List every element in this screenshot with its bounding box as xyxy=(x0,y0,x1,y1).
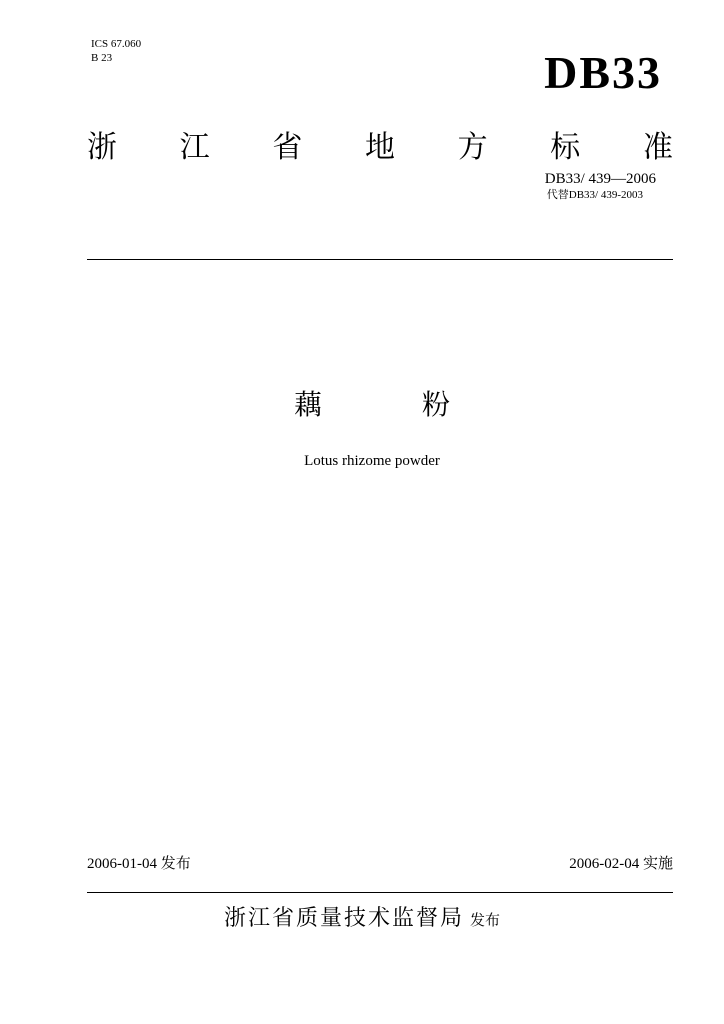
ccs-code: B 23 xyxy=(91,52,113,64)
standard-type-char: 省 xyxy=(272,130,303,165)
title-char: 粉 xyxy=(421,388,450,421)
implement-date: 2006-02-04 实施 xyxy=(569,856,673,872)
standard-type-char: 浙 xyxy=(87,130,117,165)
standard-type-char: 准 xyxy=(642,130,673,165)
standard-type-char: 方 xyxy=(457,130,488,165)
issuer-name: 浙江省质量技术监督局 xyxy=(223,906,464,931)
standard-type-char: 江 xyxy=(179,130,210,165)
publish-date: 2006-01-04 发布 xyxy=(87,856,191,872)
db-logo: DB33 xyxy=(544,47,662,98)
classification-codes xyxy=(91,37,141,65)
issuer-line xyxy=(0,903,724,936)
document-title-cn xyxy=(260,385,470,425)
standard-type-char: 标 xyxy=(550,130,581,165)
standard-number: DB33/ 439—2006 xyxy=(544,171,656,187)
bottom-divider xyxy=(87,892,673,893)
ics-code: ICS 67.060 xyxy=(91,38,142,50)
title-char: 藕 xyxy=(294,388,323,421)
issuer-suffix: 发布 xyxy=(470,911,501,929)
top-divider xyxy=(87,259,673,260)
document-title-en: Lotus rhizome powder xyxy=(304,453,440,469)
replaces-standard: 代替DB33/ 439-2003 xyxy=(546,189,643,201)
standard-type-heading xyxy=(87,128,673,168)
standard-type-char: 地 xyxy=(364,130,395,165)
